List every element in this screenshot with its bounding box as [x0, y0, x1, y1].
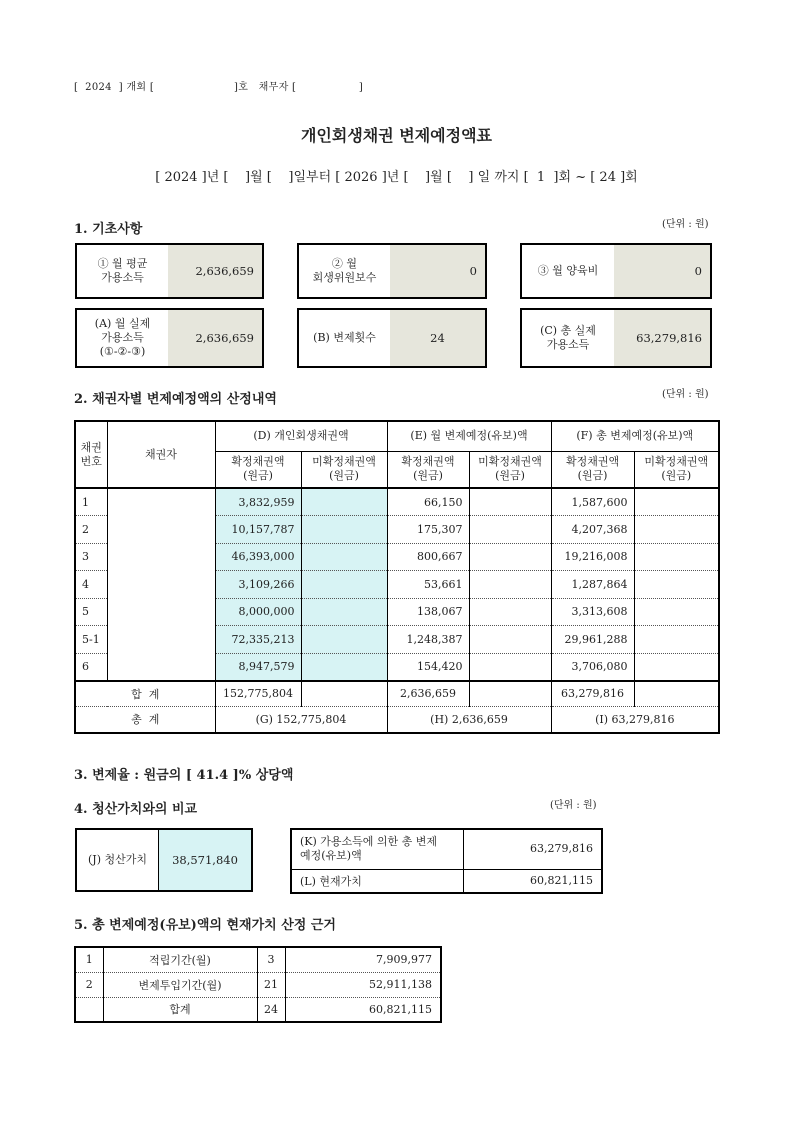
section-1-heading: 1. 기초사항	[74, 222, 143, 237]
table-row	[291, 829, 602, 869]
section-4-unit: (단위 : 원)	[550, 800, 597, 811]
cell-no: 1	[75, 488, 107, 516]
cell-f-unconfirmed	[634, 571, 719, 599]
col-header-e: (E) 월 변제예정(유보)액	[387, 421, 551, 451]
sum-f-unconfirmed	[634, 681, 719, 707]
cell-e-confirmed: 138,067	[387, 598, 469, 626]
present-value-table	[74, 946, 442, 1023]
cell-d-unconfirmed	[301, 626, 387, 654]
box-label: ① 월 평균 가용소득	[97, 257, 148, 284]
cell-months: 3	[257, 947, 285, 972]
table-row	[75, 997, 441, 1022]
cell-e-unconfirmed	[469, 653, 551, 681]
cell-d-unconfirmed	[301, 488, 387, 516]
cell-d-confirmed: 8,947,579	[215, 653, 301, 681]
box-trustee-fee	[297, 243, 487, 299]
cell-f-unconfirmed	[634, 626, 719, 654]
cell-e-unconfirmed	[469, 571, 551, 599]
box-value: 2,636,659	[168, 245, 262, 297]
cell-f-confirmed: 19,216,008	[551, 543, 634, 571]
cell-f-confirmed: 3,313,608	[551, 598, 634, 626]
sum-d: 152,775,804	[215, 681, 301, 707]
cell-d-confirmed: 3,832,959	[215, 488, 301, 516]
box-actual-income	[75, 308, 264, 368]
table-row	[75, 947, 441, 972]
box-value: 38,571,840	[159, 830, 251, 890]
box-label: ② 월 회생위원보수	[312, 257, 377, 284]
section-5-heading: 5. 총 변제예정(유보)액의 현재가치 산정 근거	[74, 918, 336, 933]
cell-e-confirmed: 66,150	[387, 488, 469, 516]
sum-f: 63,279,816	[551, 681, 634, 707]
box-value: 0	[390, 245, 485, 297]
cell-e-confirmed: 175,307	[387, 516, 469, 544]
l-label: (L) 현재가치	[291, 869, 463, 893]
repayment-table	[74, 420, 720, 734]
cell-e-confirmed: 800,667	[387, 543, 469, 571]
box-label: (B) 변제횟수	[313, 331, 376, 344]
section-2-heading: 2. 채권자별 변제예정액의 산정내역	[74, 392, 277, 407]
section-3-heading: 3. 변제율 : 원금의 [ 41.4 ]% 상당액	[74, 768, 294, 783]
cell-d-confirmed: 10,157,787	[215, 516, 301, 544]
cell-months: 21	[257, 972, 285, 997]
total-h: (H) 2,636,659	[387, 707, 551, 733]
box-child-support	[520, 243, 712, 299]
box-total-income	[520, 308, 712, 368]
col-header-d: (D) 개인회생채권액	[215, 421, 387, 451]
cell-no: 2	[75, 516, 107, 544]
box-monthly-avg-income	[75, 243, 264, 299]
cell-value: 60,821,115	[285, 997, 441, 1022]
sum-row	[75, 681, 719, 707]
section-1-unit: (단위 : 원)	[662, 219, 709, 230]
comparison-table	[290, 828, 603, 894]
cell-d-unconfirmed	[301, 571, 387, 599]
cell-label: 적립기간(월)	[103, 947, 257, 972]
box-value: 63,279,816	[614, 310, 710, 366]
box-value: 2,636,659	[168, 310, 262, 366]
cell-months: 24	[257, 997, 285, 1022]
cell-f-unconfirmed	[634, 516, 719, 544]
cell-f-unconfirmed	[634, 488, 719, 516]
col-header-e-unconfirmed: 미확정채권액 (원금)	[469, 451, 551, 488]
box-repay-count	[297, 308, 487, 368]
box-label: (A) 월 실제 가용소득 (①-②-③)	[94, 317, 151, 358]
sum-e-unconfirmed	[469, 681, 551, 707]
cell-f-unconfirmed	[634, 653, 719, 681]
cell-d-unconfirmed	[301, 543, 387, 571]
cell-no: 2	[75, 972, 103, 997]
table-row	[75, 972, 441, 997]
cell-e-unconfirmed	[469, 626, 551, 654]
cell-f-unconfirmed	[634, 543, 719, 571]
cell-d-confirmed: 46,393,000	[215, 543, 301, 571]
col-header-no: 채권 번호	[75, 421, 107, 488]
case-header-line: [ 2024 ] 개회 [ ]호 채무자 [ ]	[74, 82, 364, 93]
cell-no: 6	[75, 653, 107, 681]
table-row	[291, 869, 602, 893]
cell-no: 5-1	[75, 626, 107, 654]
cell-e-confirmed: 53,661	[387, 571, 469, 599]
cell-label: 변제투입기간(월)	[103, 972, 257, 997]
box-label: ③ 월 양육비	[537, 264, 599, 277]
cell-d-unconfirmed	[301, 653, 387, 681]
cell-d-unconfirmed	[301, 516, 387, 544]
cell-f-confirmed: 3,706,080	[551, 653, 634, 681]
cell-creditor	[107, 488, 215, 681]
sum-e: 2,636,659	[387, 681, 469, 707]
cell-value: 7,909,977	[285, 947, 441, 972]
cell-e-confirmed: 154,420	[387, 653, 469, 681]
col-header-f-confirmed: 확정채권액 (원금)	[551, 451, 634, 488]
cell-value: 52,911,138	[285, 972, 441, 997]
col-header-f: (F) 총 변제예정(유보)액	[551, 421, 719, 451]
k-label: (K) 가용소득에 의한 총 변제 예정(유보)액	[291, 829, 463, 869]
cell-f-confirmed: 1,587,600	[551, 488, 634, 516]
col-header-d-confirmed: 확정채권액 (원금)	[215, 451, 301, 488]
col-header-e-confirmed: 확정채권액 (원금)	[387, 451, 469, 488]
cell-no: 1	[75, 947, 103, 972]
cell-f-unconfirmed	[634, 598, 719, 626]
total-g: (G) 152,775,804	[215, 707, 387, 733]
cell-no: 3	[75, 543, 107, 571]
cell-f-confirmed: 1,287,864	[551, 571, 634, 599]
cell-e-unconfirmed	[469, 543, 551, 571]
col-header-creditor: 채권자	[107, 421, 215, 488]
cell-d-confirmed: 3,109,266	[215, 571, 301, 599]
total-label: 총 계	[75, 707, 215, 733]
cell-e-unconfirmed	[469, 598, 551, 626]
total-row	[75, 707, 719, 733]
table-row	[75, 488, 719, 516]
k-value: 63,279,816	[463, 829, 602, 869]
cell-d-confirmed: 8,000,000	[215, 598, 301, 626]
cell-d-unconfirmed	[301, 598, 387, 626]
cell-e-confirmed: 1,248,387	[387, 626, 469, 654]
section-4-heading: 4. 청산가치와의 비교	[74, 802, 198, 817]
box-value: 24	[390, 310, 485, 366]
box-label: (C) 총 실제 가용소득	[540, 324, 596, 351]
box-value: 0	[614, 245, 710, 297]
cell-f-confirmed: 29,961,288	[551, 626, 634, 654]
col-header-d-unconfirmed: 미확정채권액 (원금)	[301, 451, 387, 488]
cell-no: 5	[75, 598, 107, 626]
cell-no	[75, 997, 103, 1022]
cell-f-confirmed: 4,207,368	[551, 516, 634, 544]
cell-label: 합계	[103, 997, 257, 1022]
cell-e-unconfirmed	[469, 488, 551, 516]
repayment-period: [ 2024 ]년 [ ]월 [ ]일부터 [ 2026 ]년 [ ]월 [ ] 일 까지 [ 1 ]회 ~ [ 24 ]회	[155, 170, 638, 185]
cell-e-unconfirmed	[469, 516, 551, 544]
col-header-f-unconfirmed: 미확정채권액 (원금)	[634, 451, 719, 488]
page-title: 개인회생채권 변제예정액표	[300, 126, 493, 145]
cell-d-confirmed: 72,335,213	[215, 626, 301, 654]
box-label: (J) 청산가치	[77, 830, 159, 890]
cell-no: 4	[75, 571, 107, 599]
sum-label: 합 계	[75, 681, 215, 707]
l-value: 60,821,115	[463, 869, 602, 893]
sum-d-unconfirmed	[301, 681, 387, 707]
box-liquidation-value	[75, 828, 253, 892]
total-i: (I) 63,279,816	[551, 707, 719, 733]
section-2-unit: (단위 : 원)	[662, 389, 709, 400]
